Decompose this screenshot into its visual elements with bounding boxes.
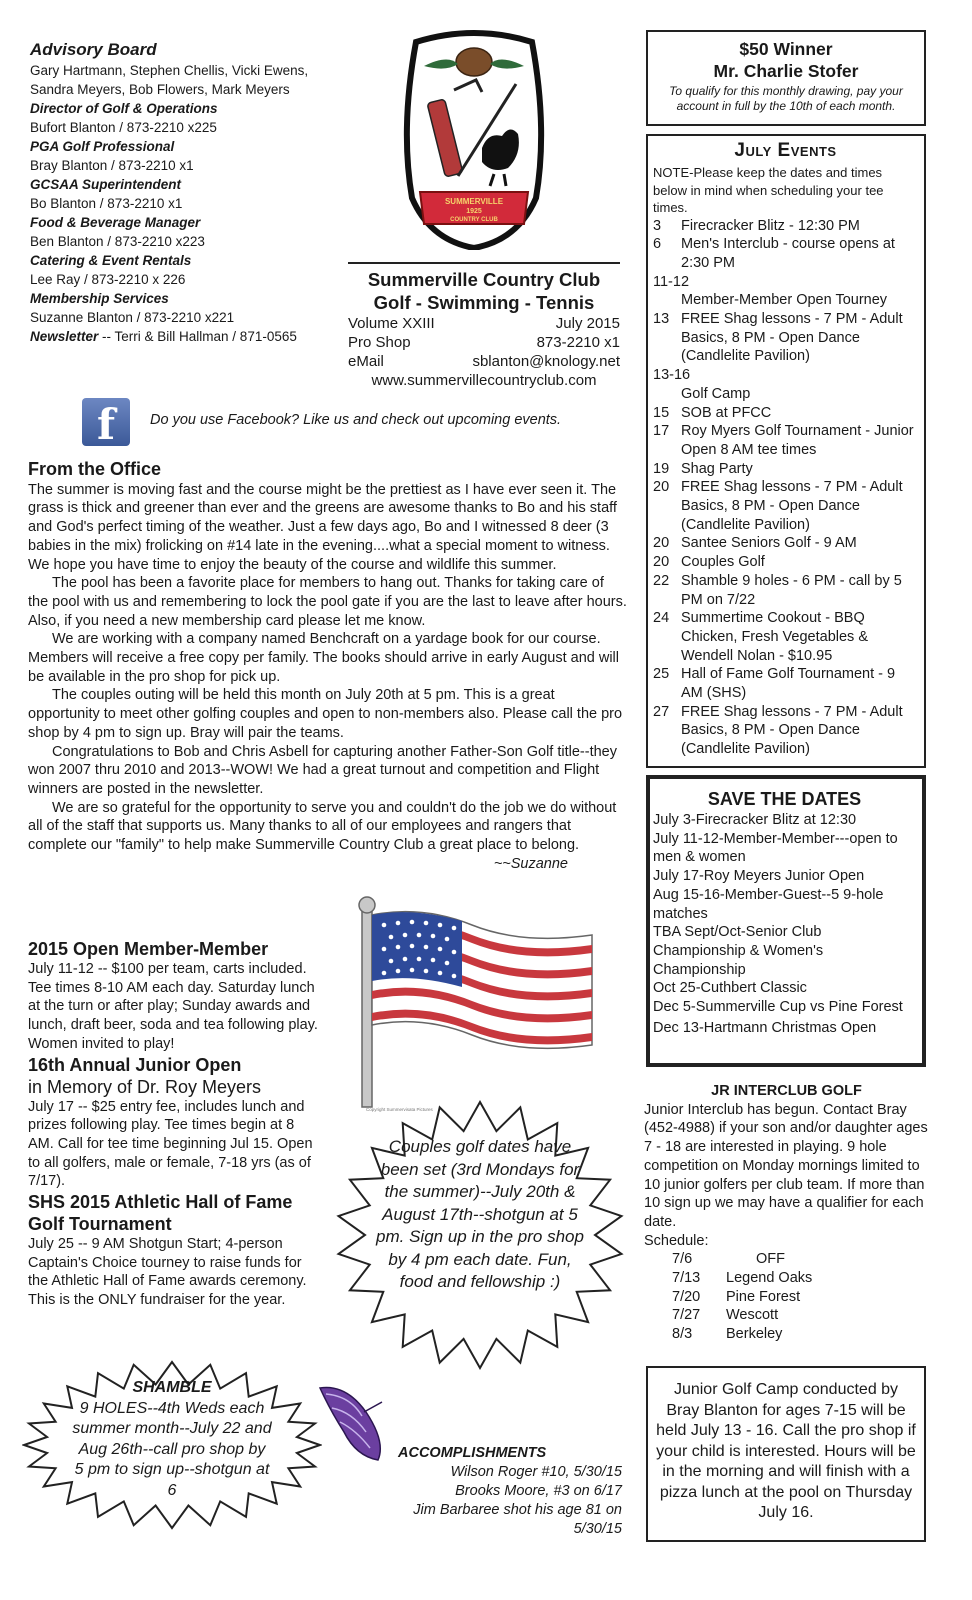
office-paragraph: We are working with a company named Benchcraft on a yardage book for our course. Members will receive a free copy per family. The books should arrive in early August and will be available in the pro shop for pick up. [28,631,620,685]
july-events-note: NOTE-Please keep the dates and times below in mind when scheduling your tee times. [653,165,884,215]
club-sports: Golf - Swimming - Tennis [373,292,595,313]
event-day: 15 [653,404,670,421]
role-title: Catering & Event Rentals [30,253,192,268]
list-item: July 3-Firecracker Blitz at 12:30 [653,812,857,828]
advisory-members: Gary Hartmann, Stephen Chellis, Vicki Ewens, Sandra Meyers, Bob Flowers, Mark Meyers [30,63,309,97]
accomplishments [370,1444,622,1539]
list-item: Aug 15-16-Member-Guest--5 9-hole matches [653,886,884,922]
role-title: Food & Beverage Manager [30,215,201,230]
list-item [653,572,918,609]
jr-interclub-heading: JR INTERCLUB GOLF [711,1083,862,1099]
role-contact: Suzanne Blanton / 873-2210 x221 [30,310,235,325]
newsletter-label: Newsletter [30,329,99,344]
email-link[interactable]: sblanton@knology.net [472,353,620,370]
list-item [653,273,918,310]
event-day: 20 [653,554,670,571]
email-label: eMail [348,353,384,370]
role-contact: Bufort Blanton / 873-2210 x225 [30,120,217,135]
list-item: July 17-Roy Meyers Junior Open [653,868,865,885]
shamble-starburst [22,1360,322,1530]
newsletter-credit [30,327,330,346]
member-member-body: July 11-12 -- $100 per team, carts included. Tee times 8-10 AM each day. Saturday lunch at the turn or after play; Sunday awards and lunch, draft beer, soda and tea following play. Women invited to play! [28,961,318,1052]
schedule-label: Schedule: [644,1232,709,1249]
junior-open-body: July 17 -- $25 entry fee, includes lunch and prizes following play. Tee times begin at 8 AM. Call for tee time beginning Jul 15. Open to all golfers, male or female, 7-18 yrs (as of 7/17). [28,1098,313,1190]
shamble-title: SHAMBLE [132,1379,212,1396]
list-item: TBA Sept/Oct-Senior Club Championship & Women's Championship [653,924,824,978]
club-name: Summerville Country Club [367,269,601,290]
role-contact: Bray Blanton / 873-2210 x1 [30,158,194,173]
hall-of-fame-body: July 25 -- 9 AM Shotgun Start; 4-person Captain's Choice tourney to raise funds for the Athletic Hall of Fame awards ceremony. This is the ONLY fundraiser for the year. [28,1236,307,1309]
event-day: 3 [653,217,662,234]
list-item [653,217,918,236]
schedule-date: 7/27 [672,1307,701,1324]
role-contact: Lee Ray / 873-2210 x 226 [30,272,186,287]
event-day: 13 [653,311,670,328]
jr-interclub [644,1082,929,1344]
schedule-date: 7/6 [672,1251,693,1268]
list-item [653,703,918,759]
schedule-row [644,1250,929,1269]
list-item [653,422,918,459]
event-text: Santee Seniors Golf - 9 AM [681,535,857,552]
role-contact: Bo Blanton / 873-2210 x1 [30,196,183,211]
office-heading: From the Office [28,459,162,479]
event-day: 19 [653,460,670,477]
event-day: 20 [653,535,670,552]
save-dates-heading: SAVE THE DATES [707,789,862,809]
event-text: FREE Shag lessons - 7 PM - Adult Basics, 8 PM - Open Dance (Candlelite Pavilion) [681,479,903,533]
schedule-opponent: Berkeley [726,1326,783,1343]
schedule-row [644,1269,929,1288]
event-text: Member-Member Open Tourney [681,292,888,309]
pro-shop-phone: 873-2210 x1 [536,334,620,351]
from-the-office [28,460,628,873]
event-text: Shamble 9 holes - 6 PM - call by 5 PM on 7/22 [681,572,902,608]
accomplishment-item: Jim Barbaree shot his age 81 on 5/30/15 [413,1502,622,1537]
role-title: PGA Golf Professional [30,139,175,154]
event-text: Roy Myers Golf Tournament - Junior Open 8 AM tee times [681,423,914,458]
club-logo [398,28,550,250]
event-text: Firecracker Blitz - 12:30 PM [681,217,860,234]
advisory-title: Advisory Board [30,40,157,59]
couples-golf-starburst [335,1100,625,1370]
american-flag-icon [352,895,602,1115]
golf-camp-text: Junior Golf Camp conducted by Bray Blanton for ages 7-15 will be held July 13 - 16. Call the pro shop if your child is interested. Hours will be in the morning and will finish with a pizza lunch at the pool on Thursday July 16. [656,1381,916,1521]
flag-caption: Copyright Summervisata Pictures [366,1107,433,1112]
event-text: Shag Party [681,460,753,477]
schedule-row [644,1288,929,1307]
event-text: Couples Golf [681,554,765,571]
list-item [653,478,918,534]
schedule-row [644,1306,929,1325]
winner-box [646,30,926,126]
role-title: GCSAA Superintendent [30,177,182,192]
role-title: Membership Services [30,291,169,306]
schedule-opponent: Wescott [726,1307,779,1324]
list-item [653,609,918,665]
july-events-heading: July Events [734,140,837,161]
winner-amount: $50 Winner [739,39,833,59]
pro-shop-label: Pro Shop [348,334,411,351]
issue-date: July 2015 [555,315,620,332]
jr-interclub-body: Junior Interclub has begun. Contact Bray (452-4988) if your son and/or daughter ages 7 - 18 are interested in playing. 9 hole competition on Monday mornings limited to 10 junior golfers per club team. If more than 10 sign up we may have a qualifier for each date. [644,1101,928,1230]
facebook-text: Do you use Facebook? Like us and check out upcoming events. [150,412,562,428]
event-text: FREE Shag lessons - 7 PM - Adult Basics, 8 PM - Open Dance (Candlelite Pavilion) [681,703,903,758]
office-paragraph: The summer is moving fast and the course might be the prettiest as I have ever seen it. The grass is thick and greener than ever and the greens are awesome thanks to Bo and his staff and God's perfect timing of the weather. Just a few days ago, Bo and I witnessed 8 deer (3 babies in the mix) frolicking on #14 late in the evening....what a special moment to witness. We hope you have time to enjoy the beauty of the course and wildlife this summer. [28,481,617,573]
newsletter-contact: -- Terri & Bill Hallman / 871-0565 [98,329,297,344]
accomplishments-heading: ACCOMPLISHMENTS [398,1445,547,1461]
event-text: Golf Camp [681,385,751,402]
office-paragraph: Congratulations to Bob and Chris Asbell for capturing another Father-Son Golf title--they won 2007 thru 2010 and 2013--WOW! We had a great turnout and competition and Flight winners are posted in the newsletter. [28,743,617,797]
couples-text: Couples golf dates have been set (3rd Mondays for the summer)--July 20th & August 17th--shotgun at 5 pm. Sign up in the pro shop by 4 pm each date. Fun, food and fellowship :) [376,1137,584,1291]
list-item [653,366,918,403]
july-events-box [646,134,926,768]
event-day: 13-16 [653,367,691,384]
schedule-date: 7/20 [672,1288,701,1305]
event-day: 25 [653,666,670,683]
website-link[interactable]: www.summervillecountryclub.com [371,372,597,389]
list-item [653,553,918,572]
list-item [653,665,918,702]
winner-name: Mr. Charlie Stofer [713,61,859,81]
advisory-board [30,40,330,346]
shamble-body: 9 HOLES--4th Weds each summer month--July 22 and Aug 26th--call pro shop by 5 pm to sign up--shotgun at 6 [72,1399,272,1499]
list-item: Dec 5-Summerville Cup vs Pine Forest [653,999,903,1016]
volume: Volume XXIII [348,315,435,332]
event-text: FREE Shag lessons - 7 PM - Adult Basics, 8 PM - Open Dance (Candlelite Pavilion) [681,311,903,365]
office-signature: ~~Suzanne [493,855,568,872]
event-day: 22 [653,572,670,589]
event-day: 24 [653,610,670,627]
office-paragraph: The pool has been a favorite place for members to hang out. Thanks for taking care of the pool with us and remembering to lock the pool gate if you are the last to leave after hours. Also, if you need a new membership card please let me know. [28,575,627,629]
schedule-opponent: Pine Forest [726,1288,801,1305]
schedule-opponent: Legend Oaks [726,1270,813,1287]
schedule-opponent: OFF [756,1251,785,1268]
schedule-date: 8/3 [672,1326,693,1343]
role-contact: Ben Blanton / 873-2210 x223 [30,234,205,249]
schedule-row [644,1325,929,1344]
list-item [653,235,918,272]
accomplishment-item: Brooks Moore, #3 on 6/17 [455,1483,622,1499]
role-title: Director of Golf & Operations [30,101,218,116]
event-day: 20 [653,479,670,496]
list-item [653,404,918,423]
member-member-heading: 2015 Open Member-Member [28,939,269,959]
event-day: 17 [653,423,670,440]
list-item: Dec 13-Hartmann Christmas Open [653,1019,877,1036]
accomplishment-item: Wilson Roger #10, 5/30/15 [450,1464,622,1480]
golf-camp-box [646,1366,926,1542]
tournament-notices [28,938,318,1310]
event-text: SOB at PFCC [681,404,772,421]
event-text: Hall of Fame Golf Tournament - 9 AM (SHS) [681,666,896,702]
schedule-date: 7/13 [672,1270,701,1287]
hall-of-fame-heading: SHS 2015 Athletic Hall of Fame Golf Tournament [28,1192,293,1235]
masthead-rule [348,262,620,264]
office-paragraph: We are so grateful for the opportunity to serve you and couldn't do the job we do without all of the staff that supports us. Many thanks to all of our employees and rangers that complete our "family" to help make Summerville Country Club a great place to belong. [28,799,617,854]
list-item [653,310,918,366]
event-day: 11-12 [653,273,690,290]
save-the-dates-box [646,775,926,1067]
list-item: July 11-12-Member-Member---open to men & women [653,830,898,866]
logo-year: 1925 [466,208,482,215]
masthead [348,268,620,390]
logo-banner-line2: COUNTRY CLUB [450,217,498,223]
event-text: Men's Interclub - course opens at 2:30 PM [681,236,895,271]
event-day: 27 [653,703,670,720]
junior-open-heading: 16th Annual Junior Open [28,1054,242,1075]
logo-banner-line1: SUMMERVILLE [444,197,504,206]
winner-note: To qualify for this monthly drawing, pay your account in full by the 10th of each month. [669,84,903,113]
event-text: Summertime Cookout - BBQ Chicken, Fresh Vegetables & Wendell Nolan - $10.95 [681,610,868,664]
event-day: 6 [653,236,662,253]
list-item [653,460,918,479]
junior-open-subheading: in Memory of Dr. Roy Meyers [28,1076,262,1097]
list-item [653,534,918,553]
facebook-icon[interactable]: f [82,398,130,446]
office-paragraph: The couples outing will be held this month on July 20th at 5 pm. This is a great opportunity to meet other golfing couples and open to non-members also. Please call the pro shop by 4 pm to sign up. Bray will pair the teams. [28,687,623,741]
list-item: Oct 25-Cuthbert Classic [653,980,807,997]
